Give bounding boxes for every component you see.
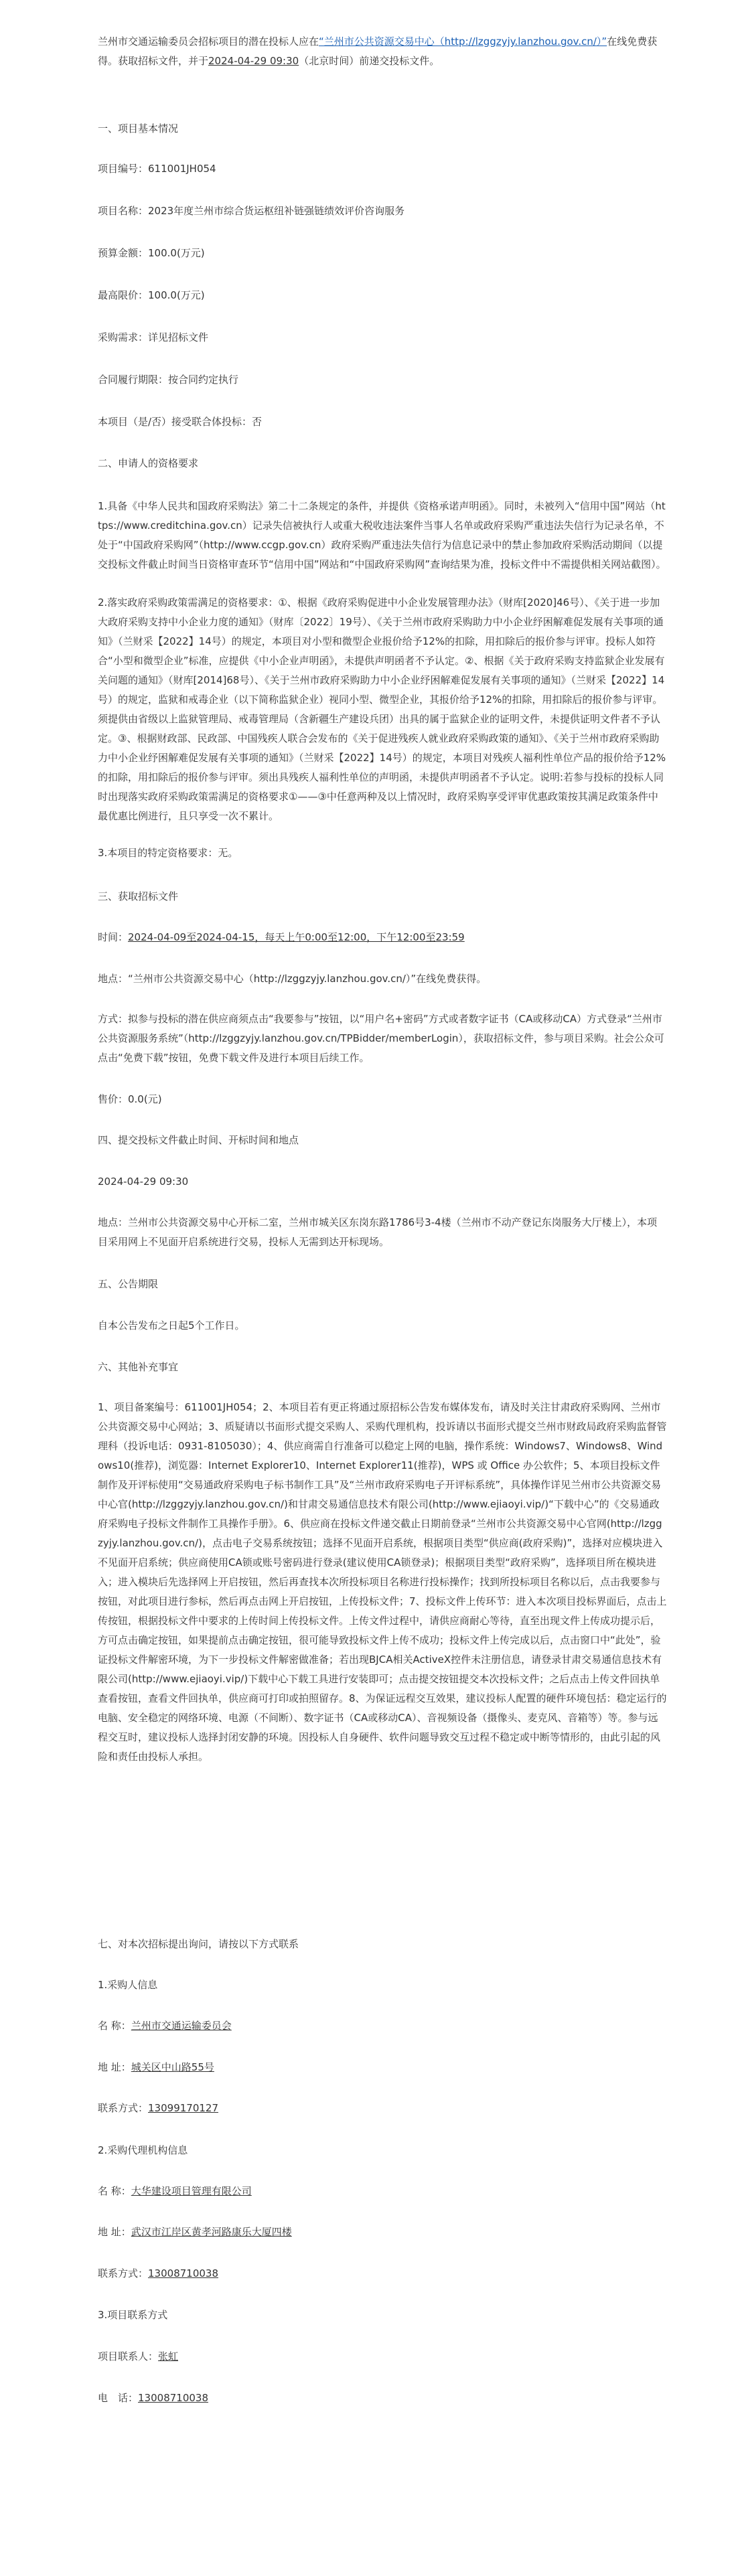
- agency-phone-value: 13008710038: [148, 2267, 218, 2279]
- project-name: 项目名称：2023年度兰州市综合货运枢纽补链强链绩效评价咨询服务: [98, 205, 405, 217]
- contact-phone-value: 13008710038: [138, 2392, 208, 2404]
- section4-heading: 四、提交投标文件截止时间、开标时间和地点: [98, 1134, 299, 1146]
- intro-text-3: （北京时间）前递交投标文件。: [299, 55, 440, 67]
- agency-name-label: 名 称：: [98, 2185, 131, 2197]
- announcement-period: 自本公告发布之日起5个工作日。: [98, 1319, 245, 1332]
- procurement-requirement: 采购需求：详见招标文件: [98, 331, 209, 343]
- section7-heading: 七、对本次招标提出询问，请按以下方式联系: [98, 1938, 299, 1950]
- obtain-method: 方式：拟参与投标的潜在供应商须点击“我要参与”按钮，以“用户名+密码”方式或者数字证书（CA或移动CA）方式登录“兰州市公共资源服务系统”（http://lzggzyjy.lanzhou.gov.cn/TPBidder/memberLogin），获取招标文件，参与项目采购。社会公众可点击“免费下载”按钮，免费下载文件及进行本项目后续工作。: [98, 1013, 664, 1064]
- obtain-time-value: 2024-04-09至2024-04-15，每天上午0:00至12:00，下午12:00至23:59: [128, 931, 465, 943]
- intro-deadline: 2024-04-29 09:30: [208, 55, 299, 67]
- section6-heading: 六、其他补充事宜: [98, 1361, 179, 1373]
- purchaser-name-value: 兰州市交通运输委员会: [131, 2020, 232, 2032]
- agency-title: 2.采购代理机构信息: [98, 2144, 188, 2156]
- contact-person-label: 项目联系人：: [98, 2350, 159, 2362]
- purchaser-name-label: 名 称：: [98, 2020, 131, 2032]
- submission-time: 2024-04-29 09:30: [98, 1176, 189, 1188]
- purchaser-phone: [98, 2099, 667, 2118]
- intro-text-2: 在线免费获得。获取招标文件，并于: [98, 35, 658, 67]
- obtain-place-value[interactable]: “兰州市公共资源交易中心（http://lzggzyjy.lanzhou.gov.cn/）”: [128, 973, 417, 985]
- document-price: 售价：0.0(元): [98, 1093, 162, 1105]
- intro-paragraph: [98, 32, 667, 71]
- max-price: 最高限价：100.0(万元): [98, 289, 205, 301]
- section2-heading: 二、申请人的资格要求: [98, 457, 199, 469]
- contact-phone-label: 电 话：: [98, 2392, 139, 2404]
- agency-name-value: 大华建设项目管理有限公司: [131, 2185, 252, 2197]
- purchaser-address-value: 城关区中山路55号: [131, 2061, 214, 2073]
- contract-period: 合同履行期限：按合同约定执行: [98, 374, 239, 386]
- contact-title: 3.项目联系方式: [98, 2309, 168, 2321]
- contact-person-value: 张虹: [158, 2350, 179, 2362]
- purchaser-name: [98, 2016, 667, 2036]
- purchaser-title: 1.采购人信息: [98, 1979, 158, 1991]
- obtain-time: [98, 928, 667, 947]
- section1-heading: 一、项目基本情况: [98, 123, 179, 135]
- obtain-time-label: 时间：: [98, 931, 129, 943]
- contact-phone: [98, 2389, 667, 2408]
- agency-phone-label: 联系方式：: [98, 2267, 149, 2279]
- budget-amount: 预算金额：100.0(万元): [98, 247, 205, 259]
- obtain-place-label: 地点：: [98, 973, 129, 985]
- agency-address-label: 地 址：: [98, 2226, 131, 2238]
- section3-heading: 三、获取招标文件: [98, 890, 179, 902]
- agency-address: [98, 2223, 667, 2242]
- qualification-item-3: 3.本项目的特定资格要求：无。: [98, 847, 238, 859]
- intro-text-1: 兰州市交通运输委员会招标项目的潜在投标人应在: [98, 35, 319, 48]
- submission-place: 地点：兰州市公共资源交易中心开标二室，兰州市城关区东岗东路1786号3-4楼（兰州市不动产登记东岗服务大厅楼上），本项目采用网上不见面开启系统进行交易，投标人无需到达开标现场。: [98, 1216, 658, 1248]
- obtain-place-suffix: 在线免费获得。: [416, 973, 487, 985]
- purchaser-phone-label: 联系方式：: [98, 2102, 149, 2114]
- consortium-bid: 本项目（是/否）接受联合体投标：否: [98, 416, 263, 428]
- project-number: 项目编号：611001JH054: [98, 163, 216, 175]
- obtain-place: [98, 969, 667, 989]
- supplementary-matters: 1、项目备案编号：611001JH054；2、本项目若有更正将通过原招标公告发布媒体发布，请及时关注甘肃政府采购网、兰州市公共资源交易中心网站；3、质疑请以书面形式提交采购人、采购代理机构，投诉请以书面形式提交兰州市财政局政府采购监督管理科（投诉电话：0931-8105030）；4、供应商需自行准备可以稳定上网的电脑，操作系统：Windows7、Windows8、Windows10(推荐)，浏览器：Internet Explorer10、Internet Explorer11(推荐)，WPS 或 Office 办公软件；5、本项目投标文件制作及开评标使用“交易通政府采购电子标书制作工具”及“兰州市政府采购电子开评标系统”，具体操作详见兰州市公共资源交易中心官(http://lzggzyjy.lanzhou.gov.cn/)和甘肃交易通信息技术有限公司(http://www.ejiaoyi.vip/)“下载中心”的《交易通政府采购电子投标文件制作工具操作手册》。6、供应商在投标文件递交截止日期前登录“兰州市公共资源交易中心官网(http://lzggzyjy.lanzhou.gov.cn/)，点击电子交易系统按钮；选择不见面开启系统，根据项目类型“供应商(政府采购)”，选择对应模块进入不见面开启系统；供应商使用CA锁或账号密码进行登录(建议使用CA锁登录)；根据项目类型“政府采购”，选择项目所在模块进入；进入模块后先选择网上开启按钮，然后再查找本次所投标项目名称进行投标操作；找到所投标项目名称以后，点击我要参与按钮，对此项目进行参标，然后再点击网上开启按钮，上传投标文件；7、投标文件上传环节：进入本次项目投标界面后，点击上传按钮，根据投标文件中要求的上传时间上传投标文件。上传文件过程中，请供应商耐心等待，直至出现文件上传成功提示后，方可点击确定按钮，如果提前点击确定按钮，很可能导致投标文件上传不成功；投标文件上传完成以后，点击窗口中“此处”，验证投标文件解密环境，为下一步投标文件解密做准备；若出现BJCA相关ActiveX控件未注册信息，请登录甘肃交易通信息技术有限公司(http://www.ejiaoyi.vip/)下载中心下载工具进行安装即可；点击提交按钮提交本次投标文件；之后点击上传文件回执单查看按钮，查看文件回执单，供应商可打印或拍照留存。8、为保证远程交互效果，建议投标人配置的硬件环境包括：稳定运行的电脑、安全稳定的网络环境、电源（不间断）、数字证书（CA或移动CA）、音视频设备（摄像头、麦克风、音箱等）等。参与远程交互时，建议投标人选择封闭安静的环境。因投标人自身硬件、软件问题导致交互过程不稳定或中断等情形的，由此引起的风险和责任由投标人承担。: [98, 1401, 667, 1763]
- intro-site-link[interactable]: “兰州市公共资源交易中心（http://lzggzyjy.lanzhou.gov.cn/）”: [319, 35, 607, 48]
- section5-heading: 五、公告期限: [98, 1278, 159, 1290]
- purchaser-phone-value: 13099170127: [148, 2102, 218, 2114]
- agency-name: [98, 2182, 667, 2201]
- agency-phone: [98, 2264, 667, 2283]
- agency-address-value: 武汉市江岸区黄孝河路康乐大厦四楼: [131, 2226, 292, 2238]
- purchaser-address: [98, 2058, 667, 2077]
- qualification-item-1: 1.具备《中华人民共和国政府采购法》第二十二条规定的条件，并提供《资格承诺声明函》。同时，未被列入“信用中国”网站（https://www.creditchina.gov.cn）记录失信被执行人或重大税收违法案件当事人名单或政府采购严重违法失信行为记录名单，不处于“中国政府采购网”（http://www.ccgp.gov.cn）政府采购严重违法失信行为信息记录中的禁止参加政府采购活动期间（以提交投标文件截止时间当日资格审查环节“信用中国”网站和“中国政府采购网”查询结果为准，投标文件中不需提供相关网站截图）。: [98, 500, 666, 570]
- purchaser-address-label: 地 址：: [98, 2061, 131, 2073]
- contact-person: [98, 2347, 667, 2366]
- qualification-item-2: 2.落实政府采购政策需满足的资格要求：①、根据《政府采购促进中小企业发展管理办法》（财库[2020]46号）、《关于进一步加大政府采购支持中小企业力度的通知》（财库〔2022〕19号）、《关于兰州市政府采购助力中小企业纾困解难促发展有关事项的通知》（兰财采【2022】14号）的规定，本项目对小型和微型企业报价给予12%的扣除，用扣除后的报价参与评审。投标人如符合“小型和微型企业”标准，应提供《中小企业声明函》，未提供声明函者不予认定。②、根据《关于政府采购支持监狱企业发展有关问题的通知》（财库[2014]68号）、《关于兰州市政府采购助力中小企业纾困解难促发展有关事项的通知》（兰财采【2022】14号）的规定，监狱和戒毒企业（以下简称监狱企业）视同小型、微型企业，其报价给予12%的扣除，用扣除后的报价参与评审。须提供由省级以上监狱管理局、戒毒管理局（含新疆生产建设兵团）出具的属于监狱企业的证明文件，未提供证明文件者不予认定。③、根据财政部、民政部、中国残疾人联合会发布的《关于促进残疾人就业政府采购政策的通知》、《关于兰州市政府采购助力中小企业纾困解难促发展有关事项的通知》（兰财采【2022】14号）的规定，本项目对残疾人福利性单位产品的报价给予12%的扣除，用扣除后的报价参与评审。须出具残疾人福利性单位的声明函，未提供声明函者不予认定。说明:若参与投标的投标人同时出现落实政府采购政策需满足的资格要求①——③中任意两种及以上情况时，政府采购享受评审优惠政策按其满足政策条件中最优惠比例进行，且只享受一次不累计。: [98, 596, 666, 822]
